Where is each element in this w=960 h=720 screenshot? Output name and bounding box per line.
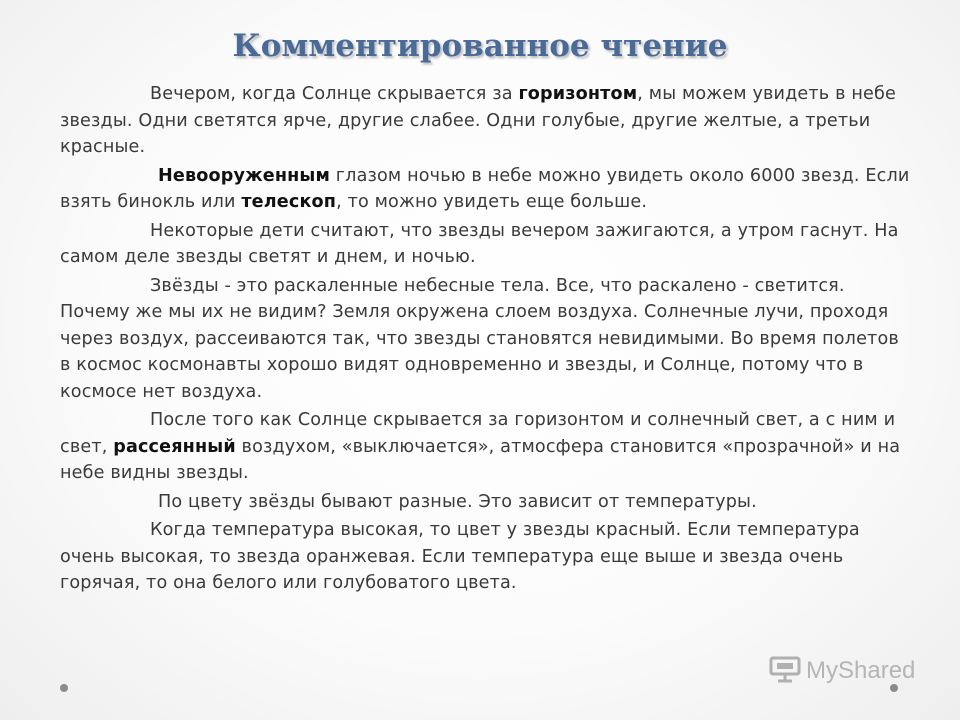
slide-body (60, 81, 910, 599)
paragraph-3 (60, 218, 910, 271)
paragraph-1-bold: горизонтом (518, 84, 638, 104)
paragraph-7 (60, 517, 910, 597)
paragraph-1 (60, 81, 910, 161)
footer-dot-left (60, 684, 68, 692)
paragraph-5-bold: рассеянный (113, 436, 236, 457)
paragraph-2 (60, 163, 910, 216)
presentation-board-icon (768, 655, 802, 687)
watermark (768, 656, 915, 686)
paragraph-2-bold-2: телескоп (241, 192, 337, 212)
paragraph-2-text-a: глазом ночью в небе можно увидеть около 6000 звезд. Если взять бинокль или (60, 165, 910, 212)
watermark-text: MyShared (806, 657, 916, 684)
paragraph-4 (60, 273, 910, 406)
paragraph-1-text-a: Вечером, когда Солнце скрывается за (150, 84, 519, 104)
paragraph-5-text-b: воздухом, «выключается», атмосфера становится «прозрачной» и на небе видны звезды. (60, 436, 901, 483)
paragraph-1-text-b: , мы можем увидеть в небе звезды. Одни светятся ярче, другие слабее. Одни голубые, другие желтые, а третьи красные. (60, 84, 896, 157)
slide-title: Комментированное чтение (232, 28, 728, 64)
paragraph-2-bold: Невооруженным (158, 165, 331, 186)
paragraph-3-text: Некоторые дети считают, что звезды вечером зажигаются, а утром гаснут. На самом деле звезды светят и днем, и ночью. (60, 220, 899, 267)
paragraph-5-text-a: После того как Солнце скрывается за горизонтом и солнечный свет, а с ним и свет, (60, 410, 896, 457)
paragraph-7-text: Когда температура высокая, то цвет у звезды красный. Если температура очень высокая, то звезда оранжевая. Если температура еще выше и звезда очень горячая, то она белого или голубоватого цвета. (60, 520, 860, 593)
paragraph-5 (60, 407, 910, 487)
paragraph-2-text-b: , то можно увидеть еще больше. (336, 192, 648, 212)
paragraph-6 (60, 489, 910, 516)
paragraph-4-text: Звёзды - это раскаленные небесные тела. Все, что раскалено - светится. Почему же мы их не видим? Земля окружена слоем воздуха. Солнечные лучи, проходя через воздух, рассеиваются так, что звезды становятся невидимыми. Во время полетов в космос космонавты хорошо видят одновременно и звезды, и Солнце, потому что в космосе нет воздуха. (60, 275, 899, 402)
paragraph-6-text: По цвету звёзды бывают разные. Это зависит от температуры. (158, 491, 757, 512)
